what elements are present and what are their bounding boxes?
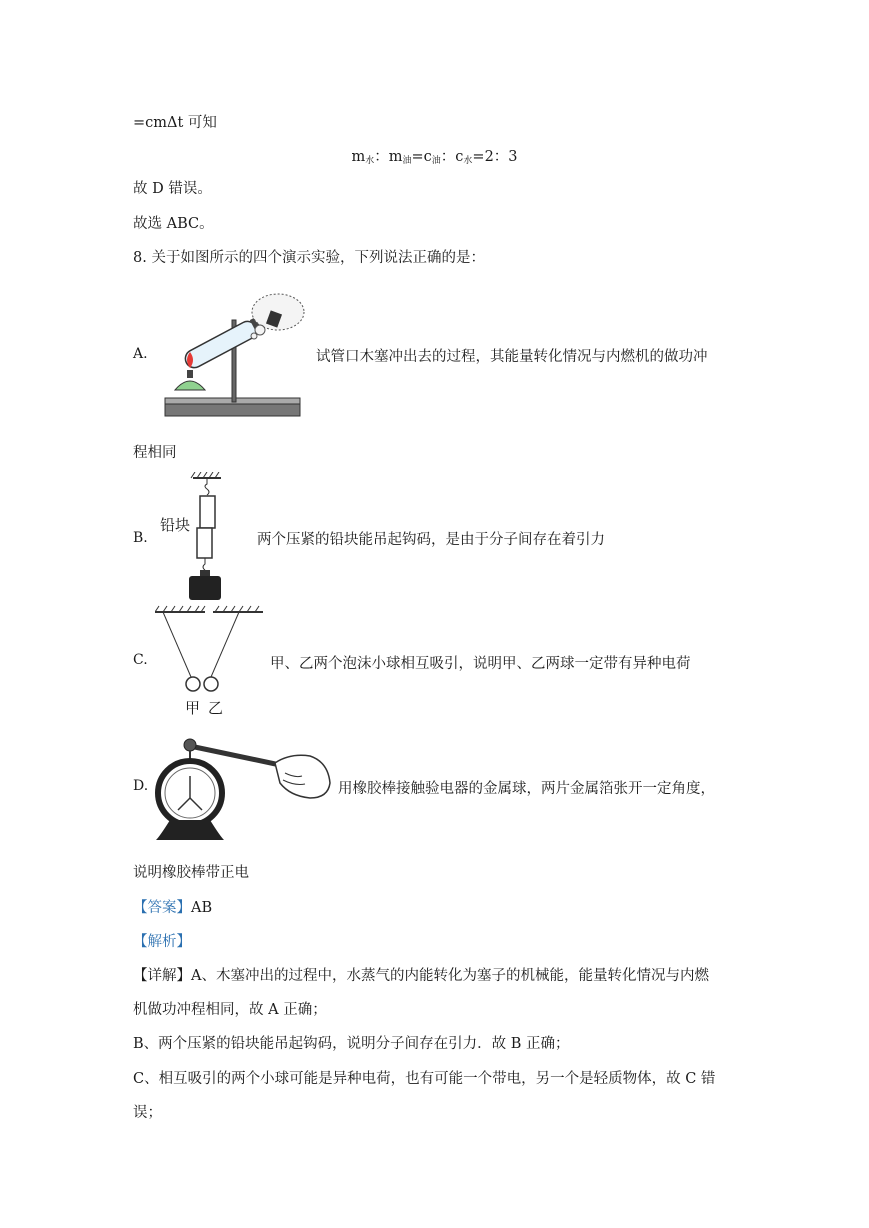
analysis-line-1: 【详解】A、木塞冲出的过程中，水蒸气的内能转化为塞子的机械能，能量转化情况与内燃 — [133, 968, 709, 984]
detail-tag: 【详解】 — [133, 968, 191, 984]
analysis-tag: 【解析】 — [133, 934, 191, 950]
analysis-line-3: B、两个压紧的铅块能吊起钩码，说明分子间存在引力．故 B 正确； — [133, 1036, 570, 1052]
answer-line — [133, 897, 212, 919]
option-a-text-cont: 程相同 — [133, 445, 177, 461]
analysis-line-4: C、相互吸引的两个小球可能是异种电荷，也有可能一个带电，另一个是轻质物体，故 C 错 — [133, 1071, 716, 1087]
lead-block-label: 铅块 — [160, 516, 191, 534]
electroscope-figure — [150, 728, 335, 843]
ratio-formula: $m_水$：$m_油=c_油$：$c_水=2$：3 — [351, 149, 518, 166]
analysis-line-2: 机做功冲程相同，故 A 正确； — [133, 1002, 327, 1018]
choice-text: 故选 ABC。 — [133, 216, 214, 232]
d-wrong-text: 故 D 错误。 — [133, 181, 212, 197]
option-c-label: C. — [133, 652, 148, 668]
answer-tag: 【答案】 — [133, 900, 191, 916]
test-tube-figure — [160, 290, 310, 425]
option-d-text-cont: 说明橡胶棒带正电 — [133, 865, 249, 881]
foam-balls-figure — [155, 604, 265, 694]
analysis-line-5: 误； — [133, 1105, 162, 1121]
option-d-text: 用橡胶棒接触验电器的金属球，两片金属箔张开一定角度， — [338, 781, 715, 797]
option-b-label: B. — [133, 530, 148, 546]
option-c-text: 甲、乙两个泡沫小球相互吸引，说明甲、乙两球一定带有异种电荷 — [270, 656, 691, 672]
option-d-label: D. — [133, 778, 149, 794]
option-b-text: 两个压紧的铅块能吊起钩码，是由于分子间存在着引力 — [257, 532, 605, 548]
formula-line: =cmΔt 可知 — [133, 115, 217, 131]
option-a-label: A. — [133, 346, 148, 362]
lead-block-figure — [155, 472, 250, 604]
ball-label-yi: 乙 — [208, 699, 224, 717]
question-stem: 8. 关于如图所示的四个演示实验，下列说法正确的是： — [133, 250, 485, 266]
ball-label-jia: 甲 — [185, 699, 201, 717]
answer-value: AB — [191, 900, 213, 916]
option-a-text: 试管口木塞冲出去的过程，其能量转化情况与内燃机的做功冲 — [316, 349, 708, 365]
